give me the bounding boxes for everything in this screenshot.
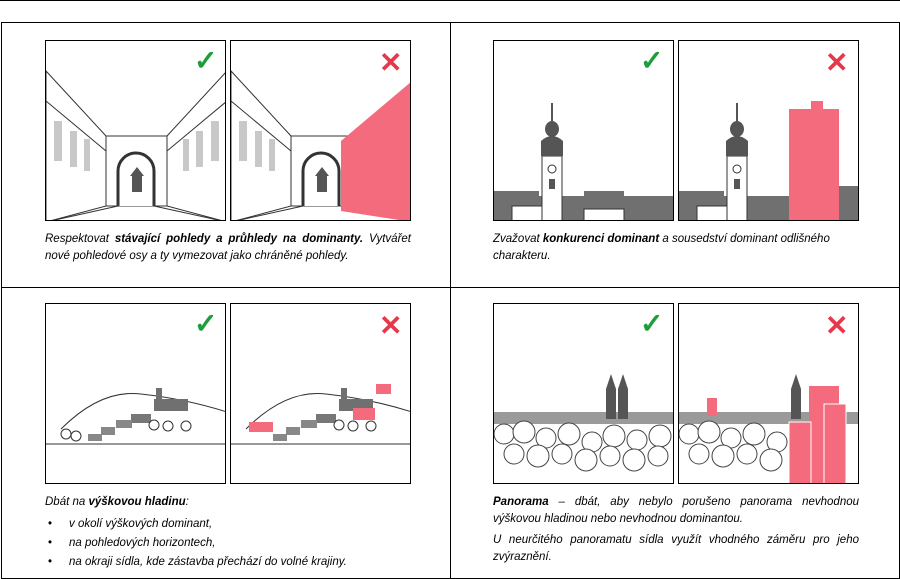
cross-icon: ✕ xyxy=(379,310,403,341)
cross-icon: ✕ xyxy=(825,47,849,78)
dominants-bad-illustration xyxy=(678,40,859,221)
dominants-good-illustration xyxy=(493,40,674,221)
panorama-note: U neurčitého panoramatu sídla využít vhodného záměru pro jeho zvýraznění. xyxy=(493,534,859,563)
height-good-illustration xyxy=(45,303,226,484)
caption-dominants: Zvažovat konkurenci dominant a sousedství dominant odlišného charakteru. xyxy=(493,233,830,262)
check-icon: ✓ xyxy=(640,45,664,76)
views-good-illustration xyxy=(45,40,226,221)
caption-panorama: Panorama – dbát, aby nebylo porušeno panorama nevhodnou výškovou hladinou nebo nevhodnou dominantou. U neurčitého panoramatu sídla využít vhodného záměru pro jeho zvýraznění. xyxy=(493,494,859,566)
height-bad-illustration xyxy=(230,303,411,484)
list-item: • na okraji sídla, kde zástavba přechází do volné krajiny. xyxy=(45,553,411,572)
caption-height-level: Dbát na výškovou hladinu: • v okolí výškových dominant, • na pohledových horizontech, • na okraji sídla, kde zástavba přechází do volné krajiny. xyxy=(45,494,411,572)
check-icon: ✓ xyxy=(194,45,218,76)
check-icon: ✓ xyxy=(640,308,664,339)
list-item: • v okolí výškových dominant, xyxy=(45,515,411,534)
list-item: • na pohledových horizontech, xyxy=(45,534,411,553)
height-criteria-list xyxy=(45,515,411,572)
panorama-good-illustration xyxy=(493,303,674,484)
views-bad-illustration xyxy=(230,40,411,221)
cross-icon: ✕ xyxy=(379,47,403,78)
cross-icon: ✕ xyxy=(825,310,849,341)
panorama-bad-illustration xyxy=(678,303,859,484)
caption-views: Respektovat stávající pohledy a průhledy na dominanty. Vytvářet nové pohledové osy a ty vymezovat jako chráněné pohledy. xyxy=(45,233,411,262)
check-icon: ✓ xyxy=(194,308,218,339)
top-rule xyxy=(0,0,900,1)
